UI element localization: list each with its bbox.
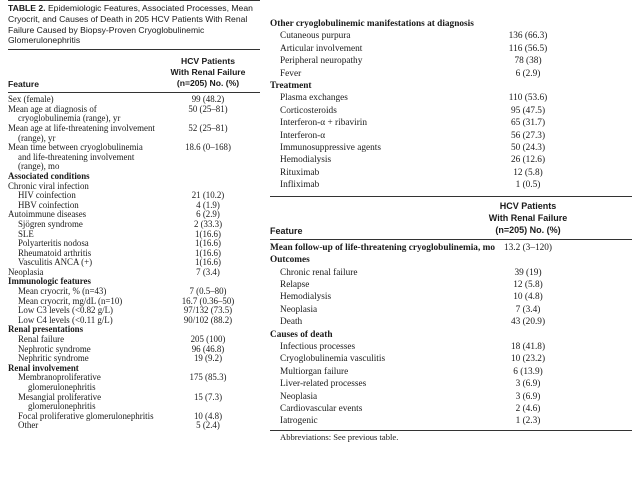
row-label: Infliximab (280, 180, 320, 191)
row-value: 110 (53.6) (508, 93, 548, 104)
row-label: Mean cryocrit, mg/dL (n=10) (18, 295, 123, 306)
row-value: 10 (4.8) (513, 292, 543, 303)
table-row (270, 117, 632, 129)
row-label: SLE (18, 228, 34, 239)
row-value: 3 (6.9) (515, 391, 541, 402)
row-label: Renal presentations (8, 324, 84, 335)
row-value: 116 (56.5) (508, 43, 548, 54)
table-row (270, 279, 632, 291)
table-row (270, 18, 632, 30)
row-value: 2 (33.3) (193, 218, 223, 229)
row-value: 96 (46.8) (191, 343, 225, 354)
header-line: With Renal Failure (170, 67, 246, 78)
row-label: Hemodialysis (280, 292, 332, 303)
row-value: 136 (66.3) (508, 31, 548, 42)
table-row (270, 105, 632, 117)
row-label: Cryoglobulinemia vasculitis (280, 354, 386, 365)
row-value: 1(16.6) (195, 257, 221, 268)
left-column (8, 0, 260, 431)
row-label: Outcomes (270, 255, 310, 266)
row-label: Renal failure (18, 334, 65, 345)
row-label: Focal proliferative glomerulonephritis (18, 410, 154, 421)
row-label: HBV coinfection (18, 199, 79, 210)
row-value: 1(16.6) (195, 228, 221, 239)
row-label: Interferon-α (280, 130, 326, 141)
row-label: Treatment (270, 81, 312, 92)
row-label: Cutaneous purpura (280, 31, 351, 42)
row-label: Renal involvement (8, 362, 79, 373)
table-row (270, 304, 632, 316)
row-label: Other (18, 420, 39, 431)
row-value: 10 (23.2) (510, 354, 546, 365)
row-label: Neoplasia (280, 391, 318, 402)
table-row (270, 353, 632, 365)
row-label: Multiorgan failure (280, 366, 349, 377)
row-label: Polyarteritis nodosa (18, 238, 89, 249)
row-value: 78 (38) (514, 56, 542, 67)
table-row (8, 220, 260, 230)
row-label: Liver-related processes (280, 379, 367, 390)
row-label: Interferon-α + ribavirin (280, 118, 368, 129)
row-label: Death (280, 317, 303, 328)
row-value: 10 (4.8) (193, 410, 223, 421)
table-row (8, 105, 260, 124)
row-label: Mean age at diagnosis of cryoglobulinemia (range), yr (8, 103, 121, 124)
table-row (270, 341, 632, 353)
row-label: Other cryoglobulinemic manifestations at diagnosis (270, 19, 474, 29)
row-value: 1(16.6) (195, 238, 221, 249)
table-row (270, 154, 632, 166)
table-row (8, 373, 260, 392)
row-value: 52 (25–81) (188, 122, 228, 133)
row-value: 12 (5.8) (513, 167, 543, 178)
table-label: TABLE 2. (8, 3, 46, 13)
row-value: 90/102 (88.2) (183, 314, 233, 325)
row-label: Relapse (280, 279, 310, 290)
table-row (8, 412, 260, 422)
row-value: 1 (0.5) (515, 180, 541, 191)
row-value: 2 (4.6) (515, 403, 541, 414)
row-label: Chronic viral infection (8, 180, 89, 191)
row-label: Sjögren syndrome (18, 218, 83, 229)
left-table-header (8, 50, 260, 92)
row-value: 205 (100) (190, 334, 226, 345)
table-row (270, 92, 632, 104)
header-line: HCV Patients (181, 56, 235, 67)
table-row (270, 68, 632, 80)
table-row (270, 80, 632, 92)
table-caption (8, 1, 260, 46)
right-column (270, 0, 632, 444)
table-title: Epidemiologic Features, Associated Processes, Mean Cryocrit, and Causes of Death in 205 HCV Patients With Renal Failure Caused by Biopsy-Proven Cryoglobulinemic Glomerulonephritis (8, 3, 253, 46)
table-row (270, 316, 632, 328)
table-row (270, 55, 632, 67)
row-value: 16.7 (0.36–50) (181, 295, 235, 306)
row-label: Mean cryocrit, % (n=43) (18, 286, 107, 297)
row-label: Membranoproliferative glomerulonephritis (18, 372, 101, 392)
row-label: Immunologic features (8, 276, 91, 287)
header-line: HCV Patients (499, 200, 557, 211)
row-label: Iatrogenic (280, 416, 318, 427)
row-value: 21 (10.2) (191, 190, 225, 201)
row-label: Low C4 levels (<0.11 g/L) (18, 314, 113, 325)
left-table-body (8, 93, 260, 431)
table-row (270, 378, 632, 390)
table-row (270, 366, 632, 378)
row-label: HIV coinfection (18, 190, 76, 201)
row-label: Low C3 levels (<0.82 g/L) (18, 305, 113, 316)
row-value: 4 (1.9) (196, 199, 220, 210)
feature-column-header: Feature (8, 79, 40, 90)
right-top-body (270, 0, 632, 192)
row-value: 7 (3.4) (196, 266, 220, 277)
row-value: 5 (2.4) (196, 420, 220, 431)
feature-column-header: Feature (270, 225, 303, 236)
row-label: Mean time between cryoglobulinemia and life-threatening involvement (range), mo (8, 142, 143, 172)
row-label: Causes of death (270, 329, 333, 340)
row-value: 97/132 (73.5) (183, 305, 233, 316)
table-row (270, 415, 632, 427)
row-label: Chronic renal failure (280, 267, 358, 278)
row-value: 26 (12.6) (510, 155, 546, 166)
row-value: 50 (24.3) (510, 143, 546, 154)
row-value: 7 (0.5–80) (189, 286, 227, 297)
row-label: Cardiovascular events (280, 403, 363, 414)
right-table-header (270, 197, 632, 239)
table-row (270, 329, 632, 341)
header-line: With Renal Failure (488, 212, 568, 223)
row-value: 56 (27.3) (510, 130, 546, 141)
row-value: 1 (2.3) (515, 416, 541, 427)
row-value: 1(16.6) (195, 247, 221, 258)
row-value: 15 (7.3) (193, 391, 223, 402)
row-value: 3 (6.9) (515, 379, 541, 390)
row-value: 18.6 (0–168) (185, 142, 231, 153)
table-row (8, 421, 260, 431)
row-value: 6 (2.9) (196, 209, 220, 220)
table-row (8, 258, 260, 268)
row-label: Neoplasia (8, 266, 44, 277)
row-label: Nephrotic syndrome (18, 343, 91, 354)
row-label: Rituximab (280, 167, 320, 178)
row-label: Neoplasia (280, 304, 318, 315)
table-row (8, 393, 260, 412)
table-row (270, 391, 632, 403)
table-row (8, 124, 260, 143)
table-row (270, 43, 632, 55)
row-value: 7 (3.4) (515, 304, 541, 315)
table-row (270, 242, 632, 254)
row-label: Infectious processes (280, 341, 356, 352)
row-value: 65 (31.7) (510, 118, 546, 129)
table-row (270, 167, 632, 179)
row-label: Vasculitis ANCA (+) (18, 257, 93, 268)
table-row (270, 30, 632, 42)
row-value: 99 (48.2) (191, 94, 225, 105)
table-row (270, 254, 632, 266)
table-row (8, 143, 260, 172)
row-label: Hemodialysis (280, 155, 332, 166)
table-row (270, 130, 632, 142)
row-value: 39 (19) (514, 267, 542, 278)
row-label: Corticosteroids (280, 105, 337, 116)
footnote: Abbreviations: See previous table. (280, 431, 399, 442)
row-label: Nephritic syndrome (18, 353, 89, 364)
row-label: Autoimmune diseases (8, 209, 87, 220)
row-label: Associated conditions (8, 170, 90, 181)
row-label: Rheumatoid arthritis (18, 247, 92, 258)
row-value: 18 (41.8) (510, 341, 546, 352)
table-row (270, 142, 632, 154)
header-line: (n=205) No. (%) (495, 224, 561, 235)
row-label: Mean age at life-threatening involvement (range), yr (8, 122, 155, 143)
table-row (270, 267, 632, 279)
row-value: 43 (20.9) (510, 317, 546, 328)
row-value: 12 (5.8) (513, 279, 543, 290)
row-value: 13.2 (3–120) (503, 242, 553, 253)
row-label: Mesangial proliferative glomerulonephritis (18, 391, 102, 412)
row-value: 19 (9.2) (193, 353, 223, 364)
row-label: Sex (female) (8, 94, 54, 105)
table-row (270, 291, 632, 303)
row-value: 6 (2.9) (515, 68, 541, 79)
value-column-header (438, 200, 618, 236)
row-value: 175 (85.3) (189, 372, 227, 383)
row-label: Peripheral neuropathy (280, 56, 363, 67)
row-label: Plasma exchanges (280, 93, 348, 104)
row-label: Articular involvement (280, 43, 363, 54)
row-label: Immunosuppressive agents (280, 143, 381, 154)
header-line: (n=205) No. (%) (176, 78, 240, 89)
row-label: Mean follow-up of life-threatening cryoglobulinemia, mo (270, 242, 495, 253)
row-value: 95 (47.5) (510, 105, 546, 116)
right-bottom-body (270, 240, 632, 428)
value-column-header (158, 56, 258, 89)
table-row (270, 179, 632, 191)
row-label: Fever (280, 68, 302, 79)
row-value: 50 (25–81) (188, 103, 228, 114)
table-row (270, 403, 632, 415)
row-value: 6 (13.9) (513, 366, 543, 377)
